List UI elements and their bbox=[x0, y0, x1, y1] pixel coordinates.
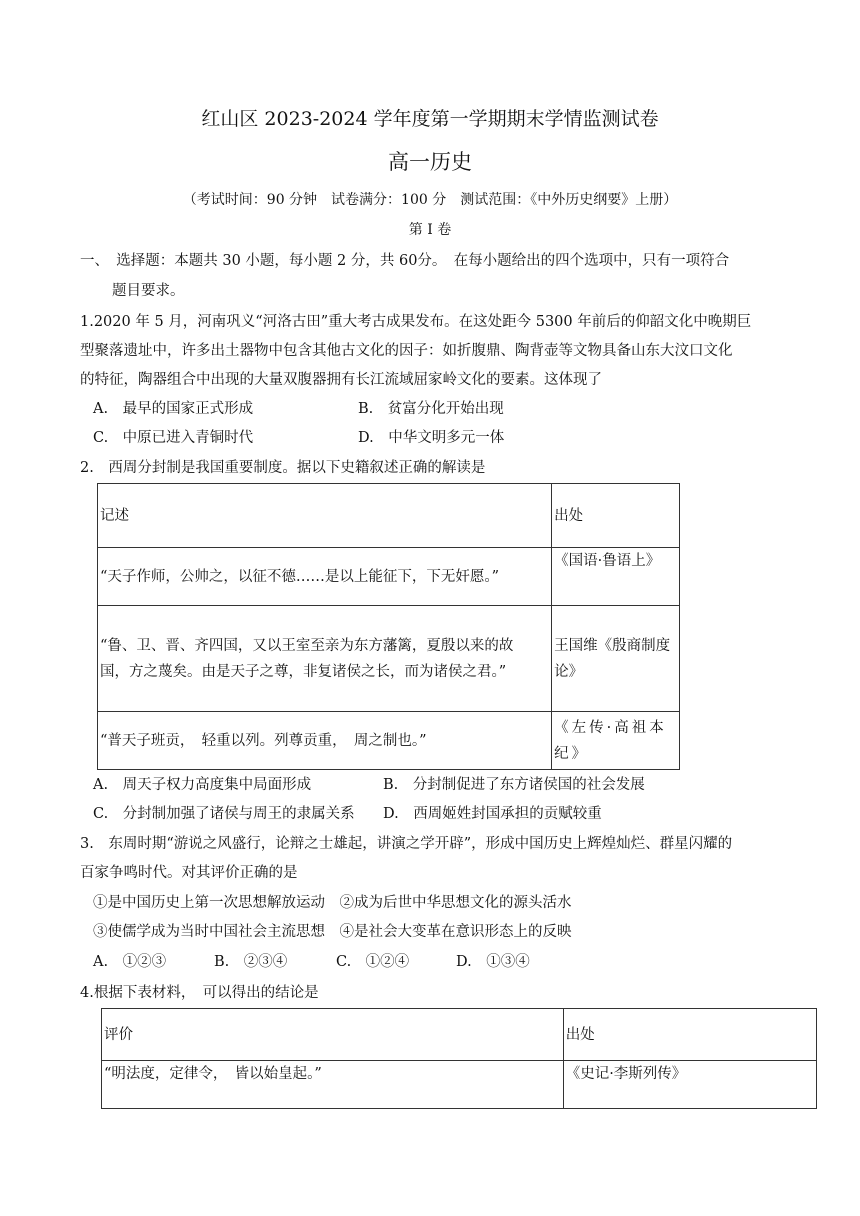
q3-stem-line2: 百家争鸣时代。对其评价正确的是 bbox=[80, 865, 298, 881]
table-row bbox=[98, 548, 680, 606]
q2-option-c[interactable]: C. 分封制加强了诸侯与周王的隶属关系 bbox=[93, 806, 355, 822]
table-header-cell: 出处 bbox=[552, 484, 680, 548]
q2-option-b[interactable]: B. 分封制促进了东方诸侯国的社会发展 bbox=[383, 777, 645, 793]
table-header-cell: 记述 bbox=[98, 484, 552, 548]
q1-option-b[interactable]: B. 贫富分化开始出现 bbox=[358, 401, 504, 417]
q2-source-table bbox=[97, 483, 680, 770]
q1-stem-line1: 1.2020 年 5 月，河南巩义“河洛古田”重大考古成果发布。在这处距今 5300 年前后的仰韶文化中晚期巨 bbox=[80, 314, 752, 330]
q3-option-c[interactable]: C. ①②④ bbox=[336, 954, 410, 970]
exam-info: （考试时间：90 分钟 试卷满分：100 分 测试范围：《中外历史纲要》上册） bbox=[182, 192, 678, 208]
q3-stem-line1: 3. 东周时期“游说之风盛行，论辩之士雄起，讲演之学开辟”，形成中国历史上辉煌灿烂、群星闪耀的 bbox=[80, 836, 733, 852]
table-cell-line: “鲁、卫、晋、齐四国，又以王室至亲为东方藩篱，夏殷以来的故 bbox=[100, 637, 514, 654]
table-cell-line: 纪》 bbox=[554, 745, 590, 762]
q3-option-d[interactable]: D. ①③④ bbox=[456, 954, 530, 970]
q2-option-a[interactable]: A. 周天子权力高度集中局面形成 bbox=[93, 777, 312, 793]
q4-source-table bbox=[101, 1008, 817, 1109]
section-instructions-cont: 题目要求。 bbox=[112, 283, 185, 299]
part-label: 第 I 卷 bbox=[408, 222, 452, 238]
table-cell-line: 《左传·高祖本 bbox=[554, 719, 667, 736]
q1-option-d[interactable]: D. 中华文明多元一体 bbox=[358, 430, 505, 446]
table-cell-line: 国，方之蔑矣。由是天子之尊，非复诸侯之长，而为诸侯之君。” bbox=[100, 663, 507, 680]
table-cell-source bbox=[552, 712, 680, 770]
q1-option-c[interactable]: C. 中原已进入青铜时代 bbox=[93, 430, 254, 446]
q3-option-a[interactable]: A. ①②③ bbox=[93, 954, 167, 970]
table-cell-line: 论》 bbox=[554, 663, 584, 680]
q1-option-a[interactable]: A. 最早的国家正式形成 bbox=[93, 401, 254, 417]
table-cell-source: 《史记·李斯列传》 bbox=[563, 1061, 816, 1109]
table-cell-text: “明法度，定律令， 皆以始皇起。” bbox=[102, 1061, 564, 1109]
table-row bbox=[98, 712, 680, 770]
q1-stem-line2: 型聚落遗址中，许多出土器物中包含其他古文化的因子：如折腹鼎、陶背壶等文物具备山东大汶口文化 bbox=[80, 343, 733, 359]
q2-stem: 2. 西周分封制是我国重要制度。据以下史籍叙述正确的解读是 bbox=[80, 460, 486, 476]
table-cell-source: 《国语·鲁语上》 bbox=[552, 548, 680, 606]
table-row bbox=[102, 1061, 817, 1109]
q4-stem: 4.根据下表材料， 可以得出的结论是 bbox=[80, 985, 319, 1001]
table-row bbox=[98, 606, 680, 712]
table-cell-text: “普天子班贡， 轻重以列。列尊贡重， 周之制也。” bbox=[98, 712, 552, 770]
subject-title: 高一历史 bbox=[388, 150, 472, 174]
section-instructions: 一、 选择题：本题共 30 小题，每小题 2 分，共 60分。 在每小题给出的四个选项中，只有一项符合 bbox=[80, 253, 730, 269]
table-header-cell: 评价 bbox=[102, 1009, 564, 1061]
table-cell-text bbox=[98, 606, 552, 712]
q3-statements-line1: ①是中国历史上第一次思想解放运动 ②成为后世中华思想文化的源头活水 bbox=[93, 895, 572, 911]
table-header-row bbox=[102, 1009, 817, 1061]
table-header-row bbox=[98, 484, 680, 548]
table-header-cell: 出处 bbox=[563, 1009, 816, 1061]
q1-stem-line3: 的特征，陶器组合中出现的大量双腹器拥有长江流域屈家岭文化的要素。这体现了 bbox=[80, 372, 602, 388]
q2-option-d[interactable]: D. 西周姬姓封国承担的贡赋较重 bbox=[383, 806, 602, 822]
q3-option-b[interactable]: B. ②③④ bbox=[214, 954, 288, 970]
table-cell-text: “天子作师，公帅之，以征不德……是以上能征下，下无奸愿。” bbox=[98, 548, 552, 606]
q3-statements-line2: ③使儒学成为当时中国社会主流思想 ④是社会大变革在意识形态上的反映 bbox=[93, 924, 572, 940]
table-cell-line: 王国维《殷商制度 bbox=[554, 637, 671, 654]
exam-title: 红山区 2023-2024 学年度第一学期期末学情监测试卷 bbox=[201, 108, 659, 130]
table-cell-source bbox=[552, 606, 680, 712]
